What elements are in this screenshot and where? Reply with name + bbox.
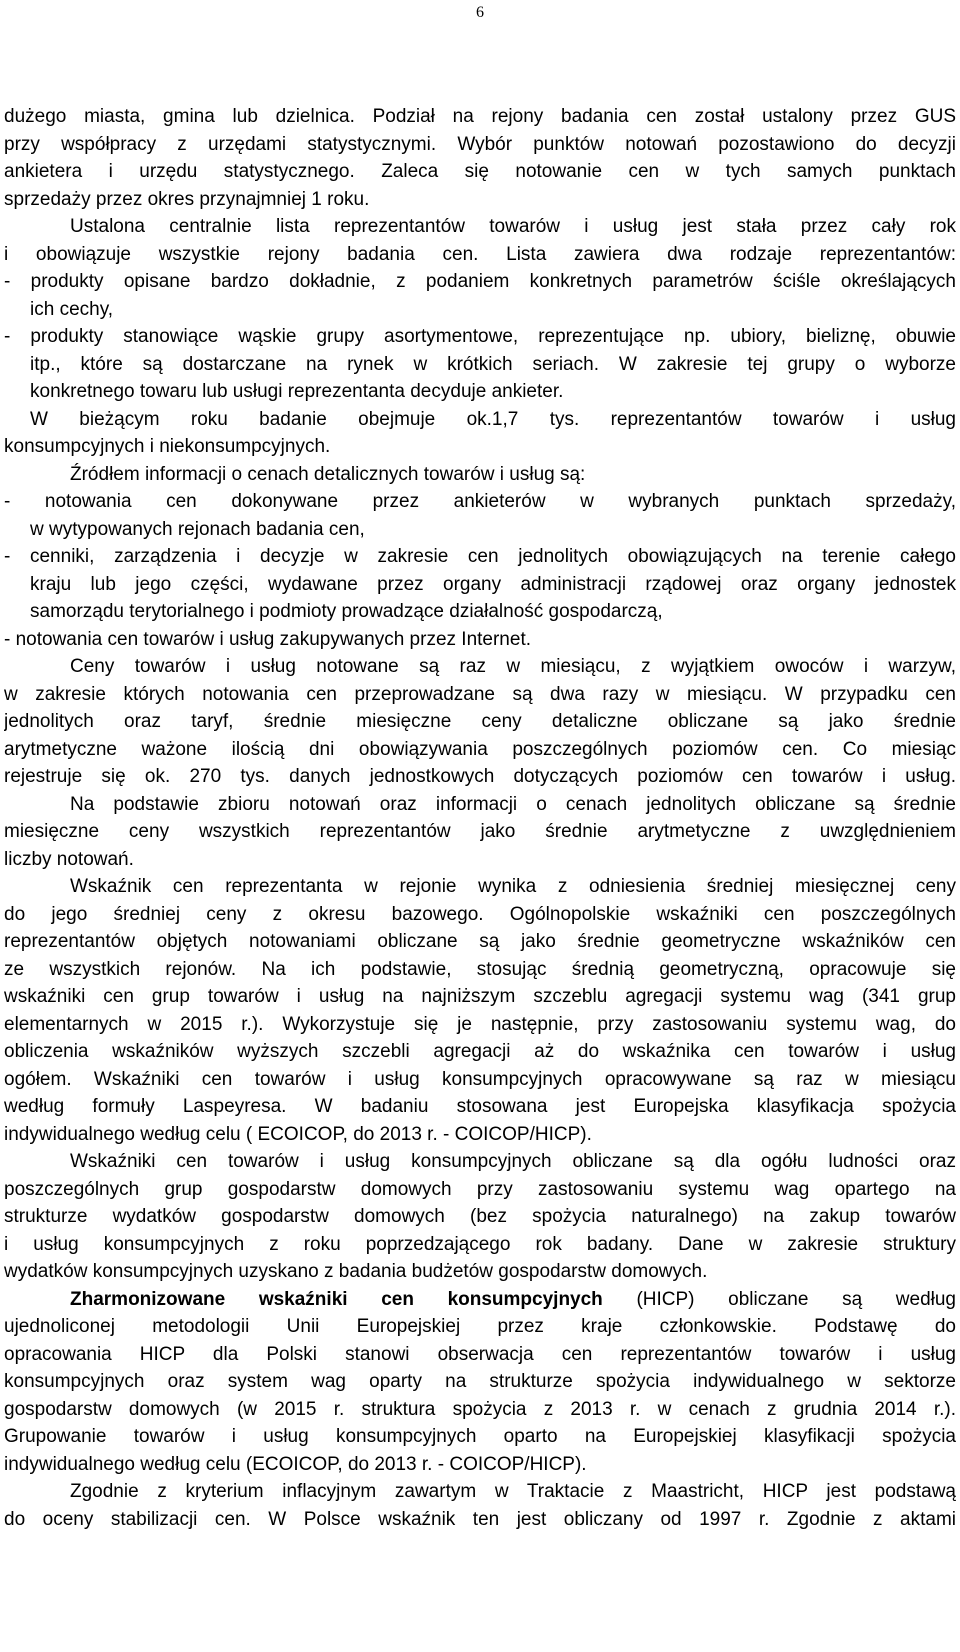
text-line: Wskaźniki cen towarów i usług konsumpcyjnych obliczane są dla ogółu ludności oraz <box>70 1151 956 1172</box>
text-line: sprzedaży przez okres przynajmniej 1 roku. <box>4 188 370 210</box>
bold-term: Zharmonizowane wskaźniki cen konsumpcyjnych <box>70 1288 603 1310</box>
text-line: według formuły Laspeyresa. W badaniu stosowana jest Europejska klasyfikacja spożycia <box>4 1096 956 1117</box>
text-line: indywidualnego według celu (ECOICOP, do 2013 r. - COICOP/HICP). <box>4 1453 587 1475</box>
text-line: - notowania cen towarów i usług zakupywanych przez Internet. <box>4 628 531 650</box>
text-line: - notowania cen dokonywane przez ankieterów w wybranych punktach sprzedaży, <box>4 491 956 512</box>
text-line: samorządu terytorialnego i podmioty prowadzące działalność gospodarczą, <box>30 601 663 622</box>
text-line: liczby notowań. <box>4 848 134 870</box>
text-line: rejestruje się ok. 270 tys. danych jednostkowych dotyczących poziomów cen towarów i usług. <box>4 766 956 787</box>
text-line: Wskaźnik cen reprezentanta w rejonie wynika z odniesienia średniej miesięcznej ceny <box>70 876 956 897</box>
text-line: Zgodnie z kryterium inflacyjnym zawartym w Traktacie z Maastricht, HICP jest podstawą <box>70 1481 956 1502</box>
page-number: 6 <box>476 4 484 21</box>
text-line: Ceny towarów i usług notowane są raz w miesiącu, z wyjątkiem owoców i warzyw, <box>70 656 956 677</box>
text-line: konsumpcyjnych i niekonsumpcyjnych. <box>4 436 331 457</box>
text-line <box>70 1287 956 1313</box>
text-line: Ustalona centralnie lista reprezentantów towarów i usług jest stała przez cały rok <box>70 216 956 237</box>
text-line: strukturze wydatków gospodarstw domowych (bez spożycia naturalnego) na zakup towarów <box>4 1206 956 1227</box>
text-line: i usług konsumpcyjnych z roku poprzedzającego rok badany. Dane w zakresie struktury <box>4 1233 956 1255</box>
text-line: poszczególnych grup gospodarstw domowych przy zastosowaniu systemu wag opartego na <box>4 1178 956 1200</box>
text-line: dużego miasta, gmina lub dzielnica. Podział na rejony badania cen został ustalony przez GUS <box>4 106 956 127</box>
text-line: - produkty opisane bardzo dokładnie, z podaniem konkretnych parametrów ściśle określających <box>4 271 956 292</box>
text-line: ankietera i urzędu statystycznego. Zaleca się notowanie cen w tych samych punktach <box>4 161 956 182</box>
text-line: itp., które są dostarczane na rynek w krótkich seriach. W zakresie tej grupy o wyborze <box>30 353 956 375</box>
text-line: wydatków konsumpcyjnych uzyskano z badania budżetów gospodarstw domowych. <box>4 1261 708 1282</box>
text-line: opracowania HICP dla Polski stanowi obserwacja cen reprezentantów towarów i usług <box>4 1343 956 1365</box>
text-line: do oceny stabilizacji cen. W Polsce wskaźnik ten jest obliczany od 1997 r. Zgodnie z aktami <box>4 1508 956 1530</box>
text-line: w zakresie których notowania cen przeprowadzane są dwa razy w miesiącu. W przypadku cen <box>4 683 956 705</box>
text-line: - produkty stanowiące wąskie grupy asortymentowe, reprezentujące np. ubiory, bieliznę, obuwie <box>4 326 956 347</box>
text-line: W bieżącym roku badanie obejmuje ok.1,7 tys. reprezentantów towarów i usług <box>30 408 956 430</box>
text-line: ich cechy, <box>30 298 114 320</box>
text-line: Grupowanie towarów i usług konsumpcyjnych oparto na Europejskiej klasyfikacji spożycia <box>4 1426 956 1447</box>
text-line: i obowiązuje wszystkie rejony badania cen. Lista zawiera dwa rodzaje reprezentantów: <box>4 243 956 265</box>
text-line: reprezentantów objętych notowaniami obliczane są jako średnie geometryczne wskaźników cen <box>4 931 956 952</box>
text-line: kraju lub jego części, wydawane przez organy administracji rządowej oraz organy jednostek <box>30 573 956 595</box>
text-line: konkretnego towaru lub usługi reprezentanta decyduje ankieter. <box>30 381 564 402</box>
text-line: gospodarstw domowych (w 2015 r. struktura spożycia z 2013 r. w cenach z grudnia 2014 r.). <box>4 1398 956 1420</box>
text-line: ze wszystkich rejonów. Na ich podstawie, stosując średnią geometryczną, opracowuje się <box>4 958 956 980</box>
text-line: przy współpracy z urzędami statystycznymi. Wybór punktów notowań pozostawiono do decyzji <box>4 133 956 155</box>
text-line: - cenniki, zarządzenia i decyzje w zakresie cen jednolitych obowiązujących na terenie całego <box>4 546 956 567</box>
text-line: w wytypowanych rejonach badania cen, <box>30 518 365 540</box>
text-line: wskaźniki cen grup towarów i usług na najniższym szczeblu agregacji systemu wag (341 grup <box>4 986 956 1007</box>
text-line: jednolitych oraz taryf, średnie miesięczne ceny detaliczne obliczane są jako średnie <box>4 711 956 732</box>
text-line: elementarnych w 2015 r.). Wykorzystuje się je następnie, przy zastosowaniu systemu wag, do <box>4 1013 956 1035</box>
text-line: obliczenia wskaźników wyższych szczebli agregacji aż do wskaźnika cen towarów i usług <box>4 1041 956 1062</box>
text-line: ogółem. Wskaźniki cen towarów i usług konsumpcyjnych opracowywane są raz w miesiącu <box>4 1068 956 1090</box>
text-line: indywidualnego według celu ( ECOICOP, do 2013 r. - COICOP/HICP). <box>4 1123 592 1145</box>
text-line: miesięczne ceny wszystkich reprezentantów jako średnie arytmetyczne z uwzględnieniem <box>4 821 956 842</box>
text-line: ujednoliconej metodologii Unii Europejskiej przez kraje członkowskie. Podstawę do <box>4 1316 956 1337</box>
text-line: arytmetyczne ważone ilością dni obowiązywania poszczególnych poziomów cen. Co miesiąc <box>4 738 956 760</box>
text-run: (HICP) obliczane są według <box>602 1288 956 1310</box>
text-line: do jego średniej ceny z okresu bazowego. Ogólnopolskie wskaźniki cen poszczególnych <box>4 903 956 925</box>
text-line: Na podstawie zbioru notowań oraz informacji o cenach jednolitych obliczane są średnie <box>70 793 956 815</box>
text-line: konsumpcyjnych oraz system wag oparty na strukturze spożycia indywidualnego w sektorze <box>4 1371 956 1392</box>
text-line: Źródłem informacji o cenach detalicznych towarów i usług są: <box>70 463 586 485</box>
